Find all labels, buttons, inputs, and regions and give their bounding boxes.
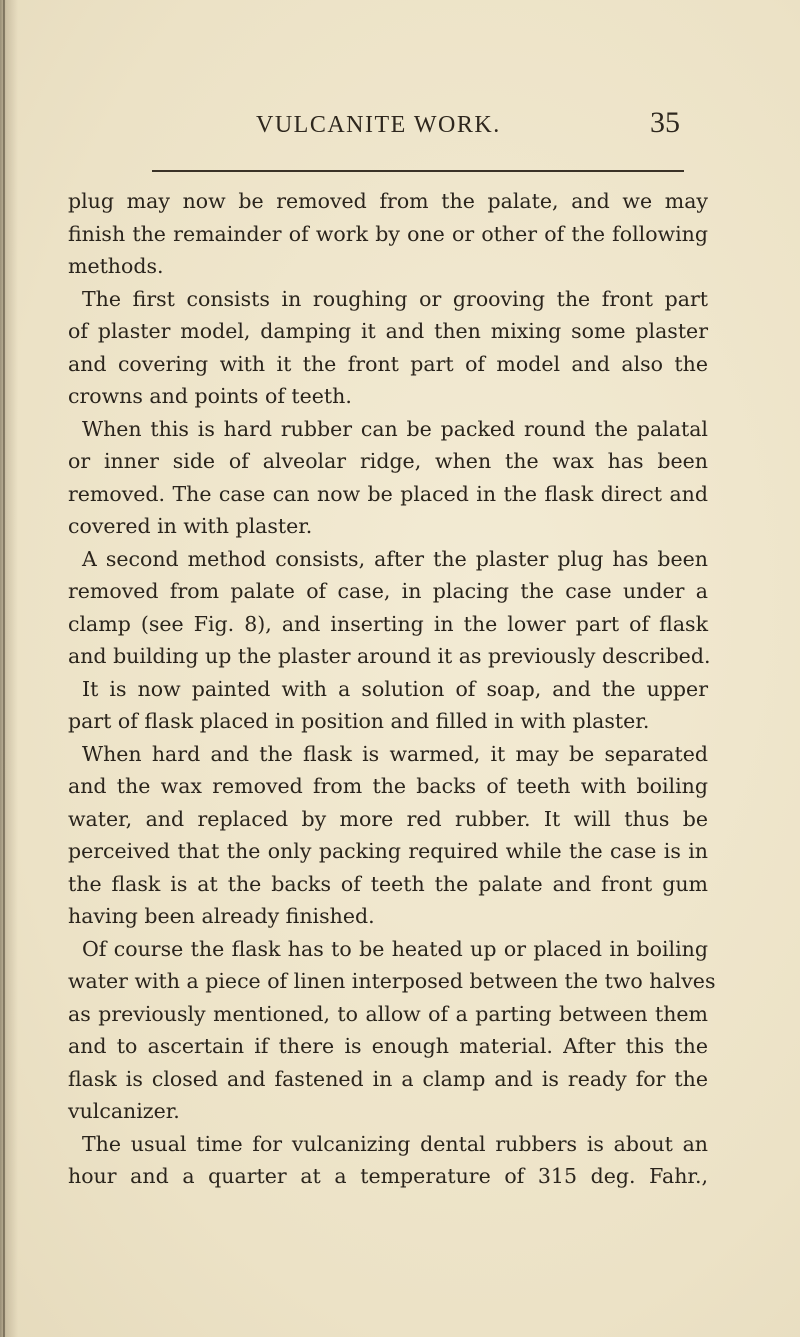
- header-rule: [152, 170, 684, 172]
- text-line: covered in with plaster.: [68, 514, 313, 538]
- text-line: or inner side of alveolar ridge, when the wax has been: [68, 449, 708, 473]
- text-line: crowns and points of teeth.: [68, 384, 352, 408]
- text-line: flask is closed and fastened in a clamp and is ready for the: [68, 1066, 708, 1091]
- text-line: part of flask placed in position and filled in with plaster.: [68, 709, 650, 733]
- text-line: When hard and the flask is warmed, it may be separated: [82, 741, 708, 766]
- page-header: [0, 106, 800, 146]
- text-line: clamp (see Fig. 8), and inserting in the lower part of flask: [68, 611, 708, 636]
- running-head: VULCANITE WORK.: [256, 112, 501, 138]
- text-line: finish the remainder of work by one or other of the following: [68, 221, 708, 246]
- text-line: the flask is at the backs of teeth the palate and front gum: [68, 871, 708, 896]
- text-line: It is now painted with a solution of soap, and the upper: [82, 676, 708, 701]
- text-line: of plaster model, damping it and then mixing some plaster: [68, 319, 708, 343]
- text-line: plug may now be removed from the palate, and we may: [68, 189, 708, 213]
- text-line: water, and replaced by more red rubber. It will thus be: [68, 806, 708, 831]
- text-line: and the wax removed from the backs of teeth with boiling: [68, 774, 708, 798]
- text-line: Of course the flask has to be heated up or placed in boiling: [82, 936, 708, 961]
- text-line: methods.: [68, 254, 164, 278]
- text-line: removed from palate of case, in placing the case under a: [68, 579, 708, 603]
- text-line: and covering with it the front part of model and also the: [68, 351, 708, 376]
- text-line: water with a piece of linen interposed between the two halves: [68, 969, 716, 993]
- text-line: and building up the plaster around it as previously described.: [68, 644, 711, 668]
- text-line: having been already finished.: [68, 904, 375, 928]
- body-text: [68, 185, 716, 1193]
- page-number: 35: [650, 106, 680, 139]
- text-line: The usual time for vulcanizing dental rubbers is about an: [82, 1131, 708, 1156]
- text-line: The first consists in roughing or grooving the front part: [82, 286, 708, 311]
- text-line: A second method consists, after the plaster plug has been: [82, 546, 708, 571]
- text-line: as previously mentioned, to allow of a parting between them: [68, 1001, 708, 1026]
- page-gutter: [3, 0, 5, 1337]
- text-line: vulcanizer.: [68, 1099, 180, 1123]
- text-line: removed. The case can now be placed in the flask direct and: [68, 481, 708, 506]
- text-line: When this is hard rubber can be packed round the palatal: [82, 416, 708, 441]
- text-line: and to ascertain if there is enough material. After this the: [68, 1034, 708, 1058]
- text-line: hour and a quarter at a temperature of 315 deg. Fahr.,: [68, 1164, 708, 1188]
- text-line: perceived that the only packing required while the case is in: [68, 839, 708, 863]
